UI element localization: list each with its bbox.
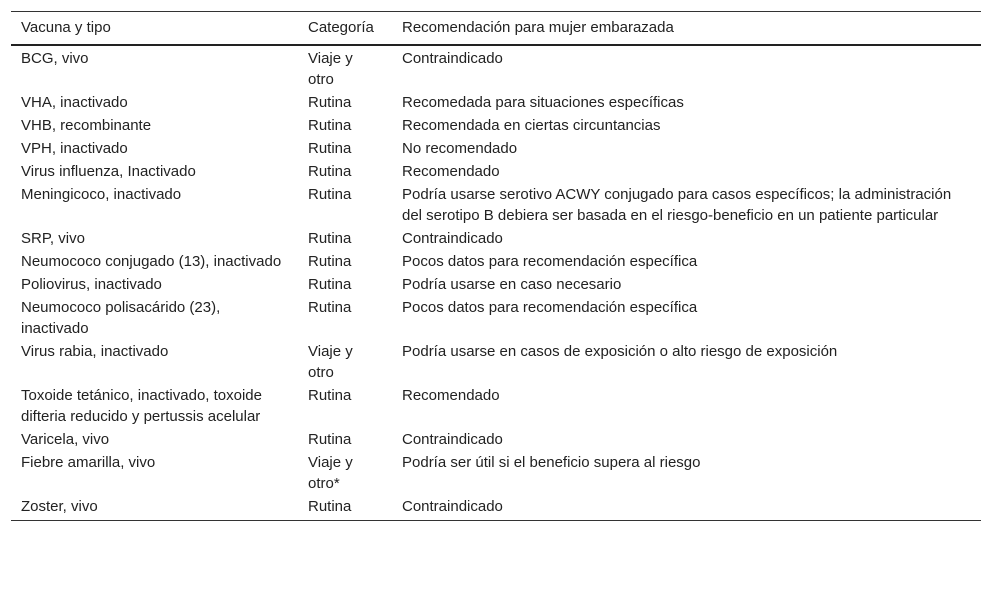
cell-vaccine: Fiebre amarilla, vivo (21, 454, 156, 471)
table-row (11, 273, 981, 296)
cell-category: Viaje y otro (308, 343, 353, 381)
cell-category: Rutina (308, 186, 352, 203)
cell-recommendation: Podría usarse en caso necesario (402, 276, 622, 293)
cell-category: Rutina (308, 253, 352, 270)
cell-vaccine: Virus influenza, Inactivado (21, 163, 196, 180)
cell-recommendation: Contraindicado (402, 498, 503, 515)
cell-category: Rutina (308, 163, 352, 180)
cell-vaccine: Poliovirus, inactivado (21, 276, 162, 293)
cell-category: Rutina (308, 117, 352, 134)
cell-vaccine: BCG, vivo (21, 50, 89, 67)
cell-recommendation: Podría usarse en casos de exposición o alto riesgo de exposición (402, 343, 838, 360)
header-vaccine-type: Vacuna y tipo (21, 19, 111, 36)
table-row (11, 114, 981, 137)
cell-category: Rutina (308, 299, 352, 316)
cell-vaccine: SRP, vivo (21, 230, 85, 247)
table-row (11, 495, 981, 521)
cell-category: Rutina (308, 94, 352, 111)
header-category: Categoría (308, 19, 374, 36)
cell-category: Rutina (308, 276, 352, 293)
cell-vaccine: Zoster, vivo (21, 498, 98, 515)
table-row (11, 137, 981, 160)
table-row (11, 91, 981, 114)
cell-recommendation: Recomendada en ciertas circuntancias (402, 117, 661, 134)
cell-category: Rutina (308, 387, 352, 404)
cell-recommendation: Contraindicado (402, 431, 503, 448)
cell-vaccine: VHB, recombinante (21, 117, 152, 134)
table-row (11, 227, 981, 250)
cell-vaccine: VPH, inactivado (21, 140, 128, 157)
table-row (11, 340, 981, 384)
table-row (11, 451, 981, 495)
cell-vaccine: VHA, inactivado (21, 94, 128, 111)
vaccine-recommendation-table (11, 11, 981, 521)
cell-category: Rutina (308, 140, 352, 157)
cell-recommendation: Contraindicado (402, 50, 503, 67)
table-row (11, 296, 981, 340)
table-row (11, 45, 981, 91)
table-row (11, 183, 981, 227)
cell-category: Rutina (308, 498, 352, 515)
cell-recommendation: Contraindicado (402, 230, 503, 247)
cell-recommendation: Pocos datos para recomendación específica (402, 299, 698, 316)
cell-vaccine: Meningicoco, inactivado (21, 186, 182, 203)
cell-recommendation: Pocos datos para recomendación específica (402, 253, 698, 270)
header-recommendation: Recomendación para mujer embarazada (402, 19, 674, 36)
cell-recommendation: Recomendado (402, 387, 500, 404)
cell-recommendation: No recomendado (402, 140, 518, 157)
table-row (11, 428, 981, 451)
table-row (11, 250, 981, 273)
vaccine-table-container (11, 11, 981, 521)
cell-vaccine: Varicela, vivo (21, 431, 110, 448)
cell-category: Viaje y otro (308, 50, 353, 88)
cell-vaccine: Neumococo polisacárido (23), inactivado (21, 299, 221, 337)
cell-recommendation: Podría usarse serotivo ACWY conjugado para casos específicos; la administración del serotipo B debiera ser basada en el riesgo-beneficio en un patiente particular (402, 186, 952, 224)
table-row (11, 160, 981, 183)
cell-category: Rutina (308, 230, 352, 247)
cell-vaccine: Virus rabia, inactivado (21, 343, 169, 360)
cell-category: Viaje y otro* (308, 454, 353, 492)
table-header-row (11, 12, 981, 46)
table-row (11, 384, 981, 428)
cell-vaccine: Toxoide tetánico, inactivado, toxoide difteria reducido y pertussis acelular (21, 387, 262, 425)
cell-recommendation: Recomedada para situaciones específicas (402, 94, 684, 111)
cell-recommendation: Recomendado (402, 163, 500, 180)
cell-vaccine: Neumococo conjugado (13), inactivado (21, 253, 282, 270)
cell-category: Rutina (308, 431, 352, 448)
cell-recommendation: Podría ser útil si el beneficio supera al riesgo (402, 454, 701, 471)
